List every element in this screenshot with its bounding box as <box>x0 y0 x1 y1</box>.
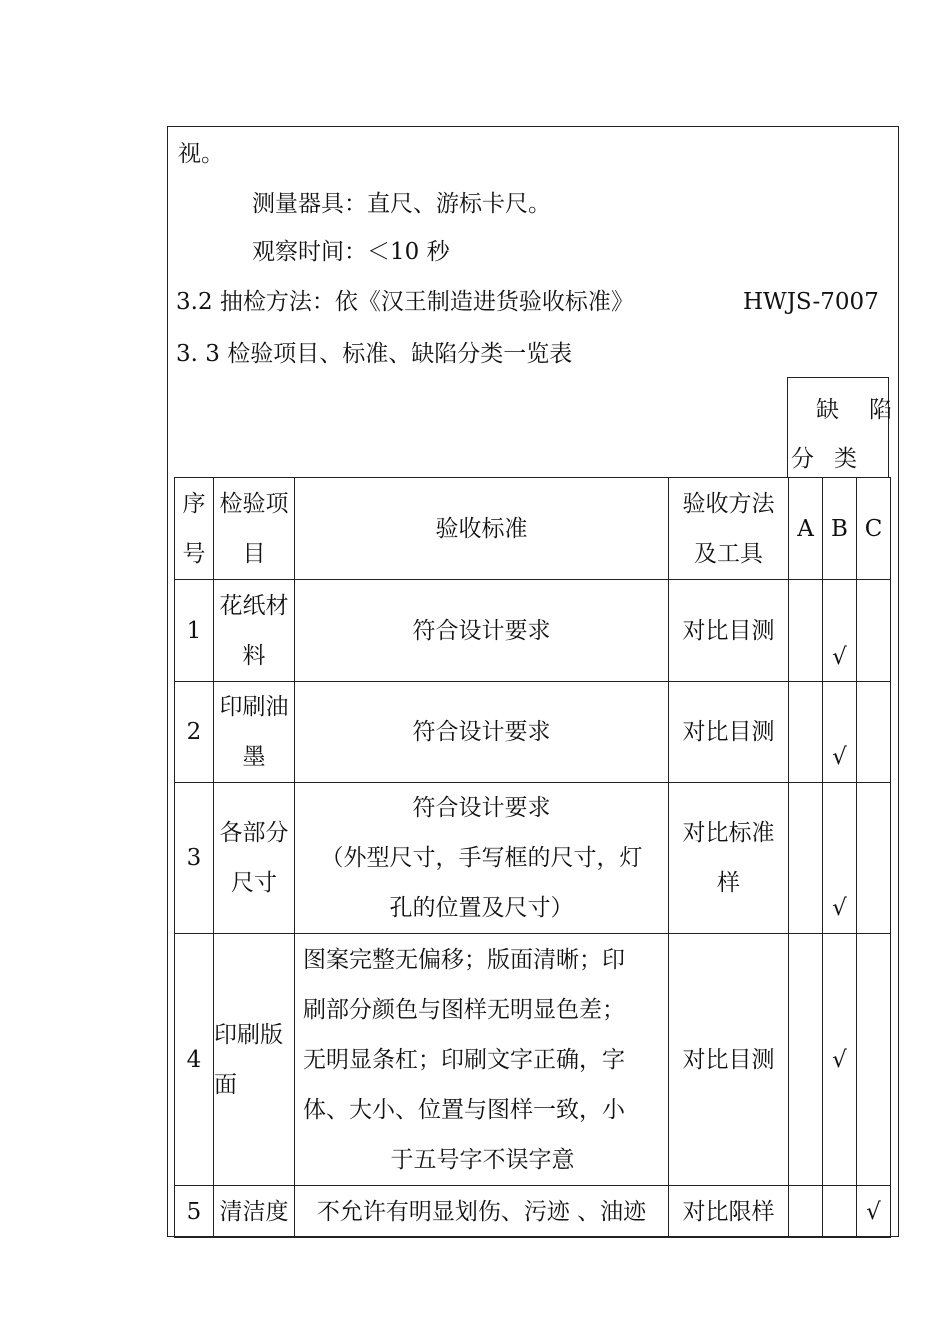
row-b <box>823 934 857 1186</box>
intro-sampling-method: 3.2 抽检方法：依《汉王制造进货验收标准》 <box>176 289 634 315</box>
row-no: 4 <box>175 934 214 1186</box>
defect-char-4: 类 <box>834 446 857 472</box>
row-item: 清洁度 <box>214 1186 295 1238</box>
intro-measuring-tools: 测量器具：直尺、游标卡尺。 <box>252 191 551 217</box>
row-standard: 不允许有明显划伤、污迹 、油迹 <box>295 1186 669 1238</box>
row-method: 对比目测 <box>669 682 789 783</box>
row-standard: 符合设计要求 <box>295 682 669 783</box>
row-item: 印刷版 面 <box>214 934 295 1186</box>
header-standard: 验收标准 <box>295 478 669 580</box>
row-c <box>857 682 891 783</box>
row-item: 印刷油 墨 <box>214 682 295 783</box>
table-row <box>175 682 891 783</box>
row-a <box>789 682 823 783</box>
header-item: 检验项 目 <box>214 478 295 580</box>
header-b: B <box>823 478 857 580</box>
row-b <box>823 580 857 682</box>
defect-char-3: 分 <box>791 446 814 472</box>
row-a <box>789 783 823 934</box>
row-method: 对比限样 <box>669 1186 789 1238</box>
check-mark: √ <box>832 1047 847 1073</box>
row-a <box>789 580 823 682</box>
row-method: 对比标准 样 <box>669 783 789 934</box>
table-row <box>175 934 891 1186</box>
intro-table-title: 3. 3 检验项目、标准、缺陷分类一览表 <box>176 341 573 367</box>
row-no: 5 <box>175 1186 214 1238</box>
row-c <box>857 783 891 934</box>
table-row <box>175 1186 891 1238</box>
row-b <box>823 682 857 783</box>
row-b <box>823 1186 857 1238</box>
check-mark: √ <box>832 895 847 921</box>
check-mark: √ <box>832 744 847 770</box>
check-mark: √ <box>832 644 847 670</box>
header-seq: 序 号 <box>175 478 214 580</box>
intro-standard-code: HWJS-7007 <box>743 289 879 315</box>
row-item: 各部分 尺寸 <box>214 783 295 934</box>
row-method: 对比目测 <box>669 580 789 682</box>
inspection-table <box>174 477 891 1238</box>
header-a: A <box>789 478 823 580</box>
row-no: 2 <box>175 682 214 783</box>
row-a <box>789 1186 823 1238</box>
row-standard: 符合设计要求 （外型尺寸，手写框的尺寸，灯 孔的位置及尺寸） <box>295 783 669 934</box>
row-a <box>789 934 823 1186</box>
row-c <box>857 934 891 1186</box>
row-item: 花纸材 料 <box>214 580 295 682</box>
row-c <box>857 580 891 682</box>
header-c: C <box>857 478 891 580</box>
intro-observation-time: 观察时间：＜10 秒 <box>252 239 450 265</box>
defect-char-1: 缺 <box>816 397 839 423</box>
table-row <box>175 580 891 682</box>
defect-classification-header <box>787 377 892 477</box>
row-standard: 图案完整无偏移；版面清晰；印 刷部分颜色与图样无明显色差； 无明显条杠；印刷文字正确，字 体、大小、位置与图样一致，小 于五号字不误字意 <box>295 934 669 1186</box>
row-c: √ <box>857 1186 891 1238</box>
row-b <box>823 783 857 934</box>
row-standard: 符合设计要求 <box>295 580 669 682</box>
intro-line-1: 视。 <box>178 141 224 167</box>
table-header-row <box>175 478 891 580</box>
row-no: 3 <box>175 783 214 934</box>
row-method: 对比目测 <box>669 934 789 1186</box>
header-method: 验收方法 及工具 <box>669 478 789 580</box>
table-row <box>175 783 891 934</box>
row-no: 1 <box>175 580 214 682</box>
defect-char-2: 陷 <box>869 397 892 423</box>
